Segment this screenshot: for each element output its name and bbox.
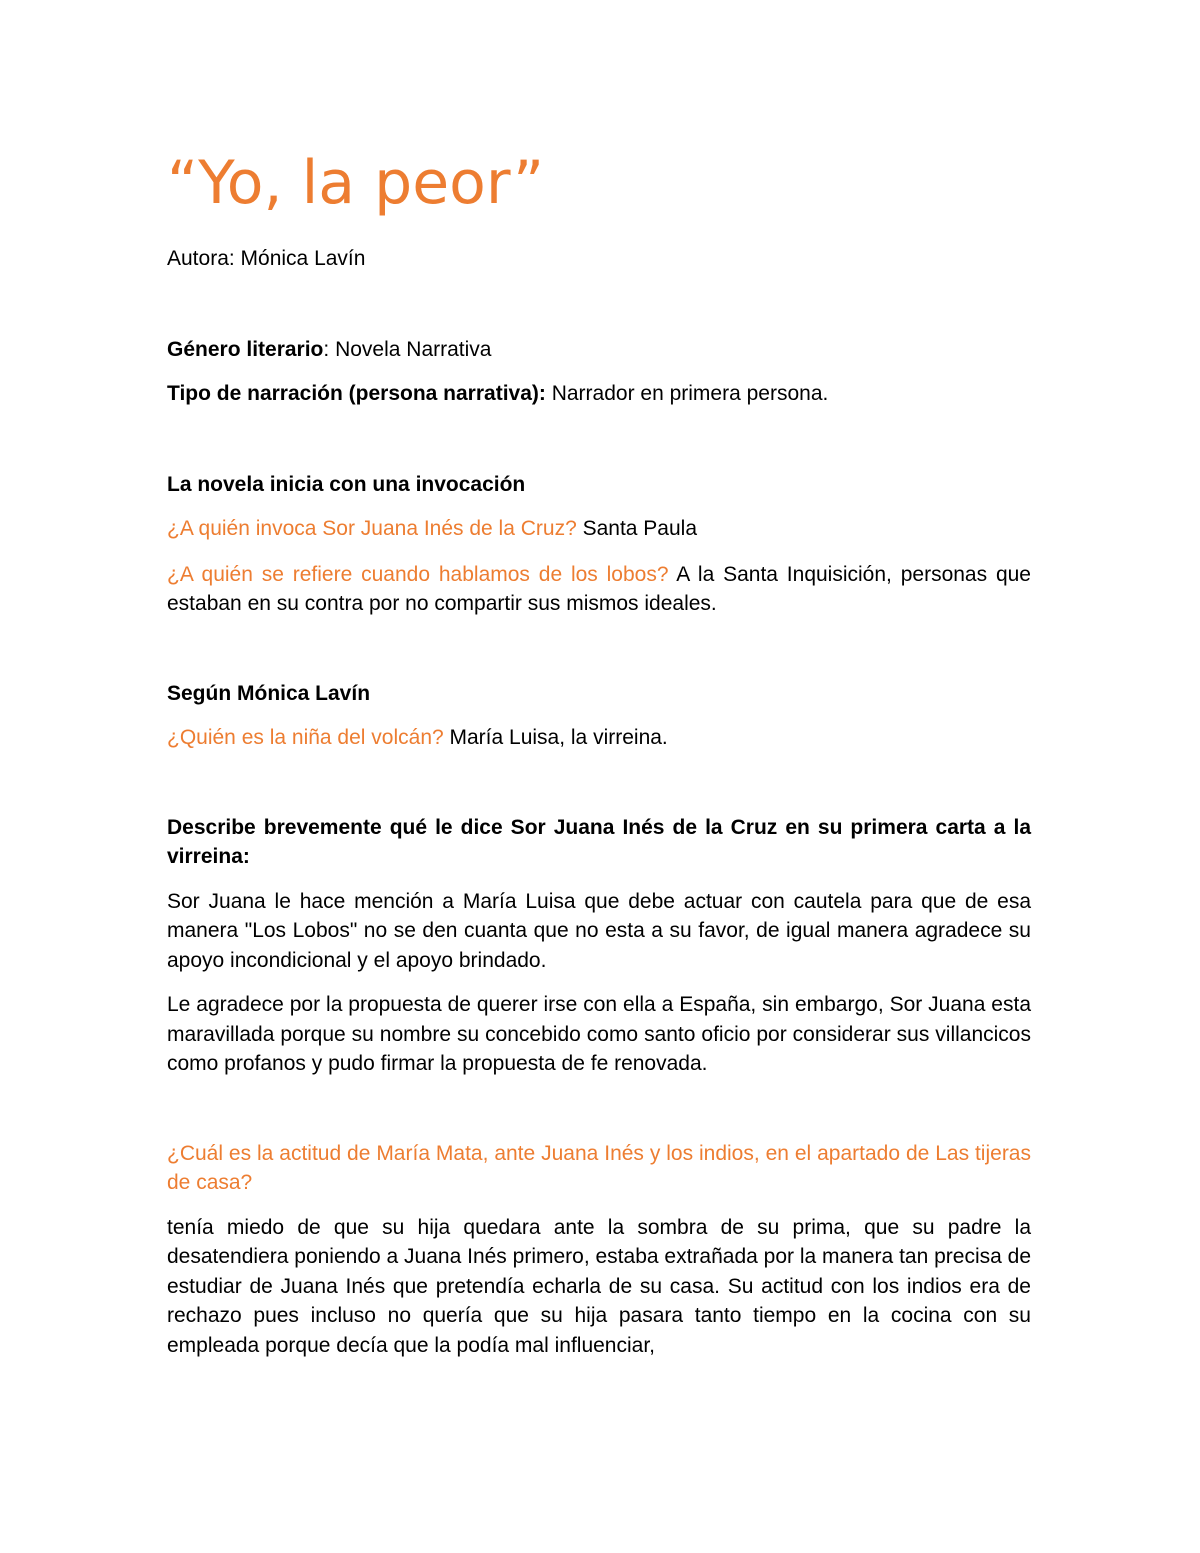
genre-separator: :: [323, 337, 330, 361]
invocation-qa-1: [167, 514, 1031, 544]
letter-paragraph-1: Sor Juana le hace mención a María Luisa que debe actuar con cautela para que de esa manera "Los Lobos" no se den cuanta que no esta a su favor, de igual manera agradece su apoyo incondicional y el apoyo brindado.: [167, 889, 1031, 972]
answer-text: María Luisa, la virreina.: [443, 726, 668, 749]
document-body: [167, 138, 1031, 1360]
mata-question: ¿Cuál es la actitud de María Mata, ante Juana Inés y los indios, en el apartado de Las tijeras de casa?: [167, 1141, 1031, 1194]
document-title: “Yo, la peor”: [167, 148, 545, 218]
narration-value: Narrador en primera persona.: [545, 382, 829, 405]
question-text: ¿A quién invoca Sor Juana Inés de la Cruz?: [167, 517, 577, 540]
genre-value: Novela Narrativa: [329, 337, 492, 361]
letter-paragraph-2: Le agradece por la propuesta de querer irse con ella a España, sin embargo, Sor Juana esta maravillada porque su nombre su concebido como santo oficio por considerar sus villancicos como profanos y pudo firmar la propuesta de fe renovada.: [167, 993, 1031, 1075]
question-text: ¿A quién se refiere cuando hablamos de los lobos?: [167, 562, 669, 586]
letter-heading: Describe brevemente qué le dice Sor Juana Inés de la Cruz en su primera carta a la virreina:: [167, 815, 1031, 868]
mata-answer: tenía miedo de que su hija quedara ante la sombra de su prima, que su padre la desatendiera poniendo a Juana Inés primero, estaba extrañada por la manera tan precisa de estudiar de Juana Inés que pretendía echarla de su casa. Su actitud con los indios era de rechazo pues incluso no quería que su hija pasara tanto tiempo en la cocina con su empleada porque decía que la podía mal influenciar,: [167, 1215, 1031, 1357]
lavin-heading: Según Mónica Lavín: [167, 681, 371, 705]
question-text: ¿Quién es la niña del volcán?: [167, 726, 444, 749]
answer-text: A la Santa Inquisición, personas que estaban en su contra por no compartir sus mismos ideales.: [167, 562, 1031, 615]
genre-label: Género literario: [167, 337, 324, 361]
lavin-qa-1: [167, 723, 1031, 753]
genre-line: [167, 335, 1031, 365]
invocation-qa-2: [167, 560, 1031, 619]
author-line: Autora: Mónica Lavín: [167, 247, 366, 270]
narration-label: Tipo de narración (persona narrativa):: [167, 382, 546, 405]
invocation-heading: La novela inicia con una invocación: [167, 472, 526, 496]
narration-line: [167, 379, 1031, 409]
answer-text: Santa Paula: [576, 517, 698, 540]
